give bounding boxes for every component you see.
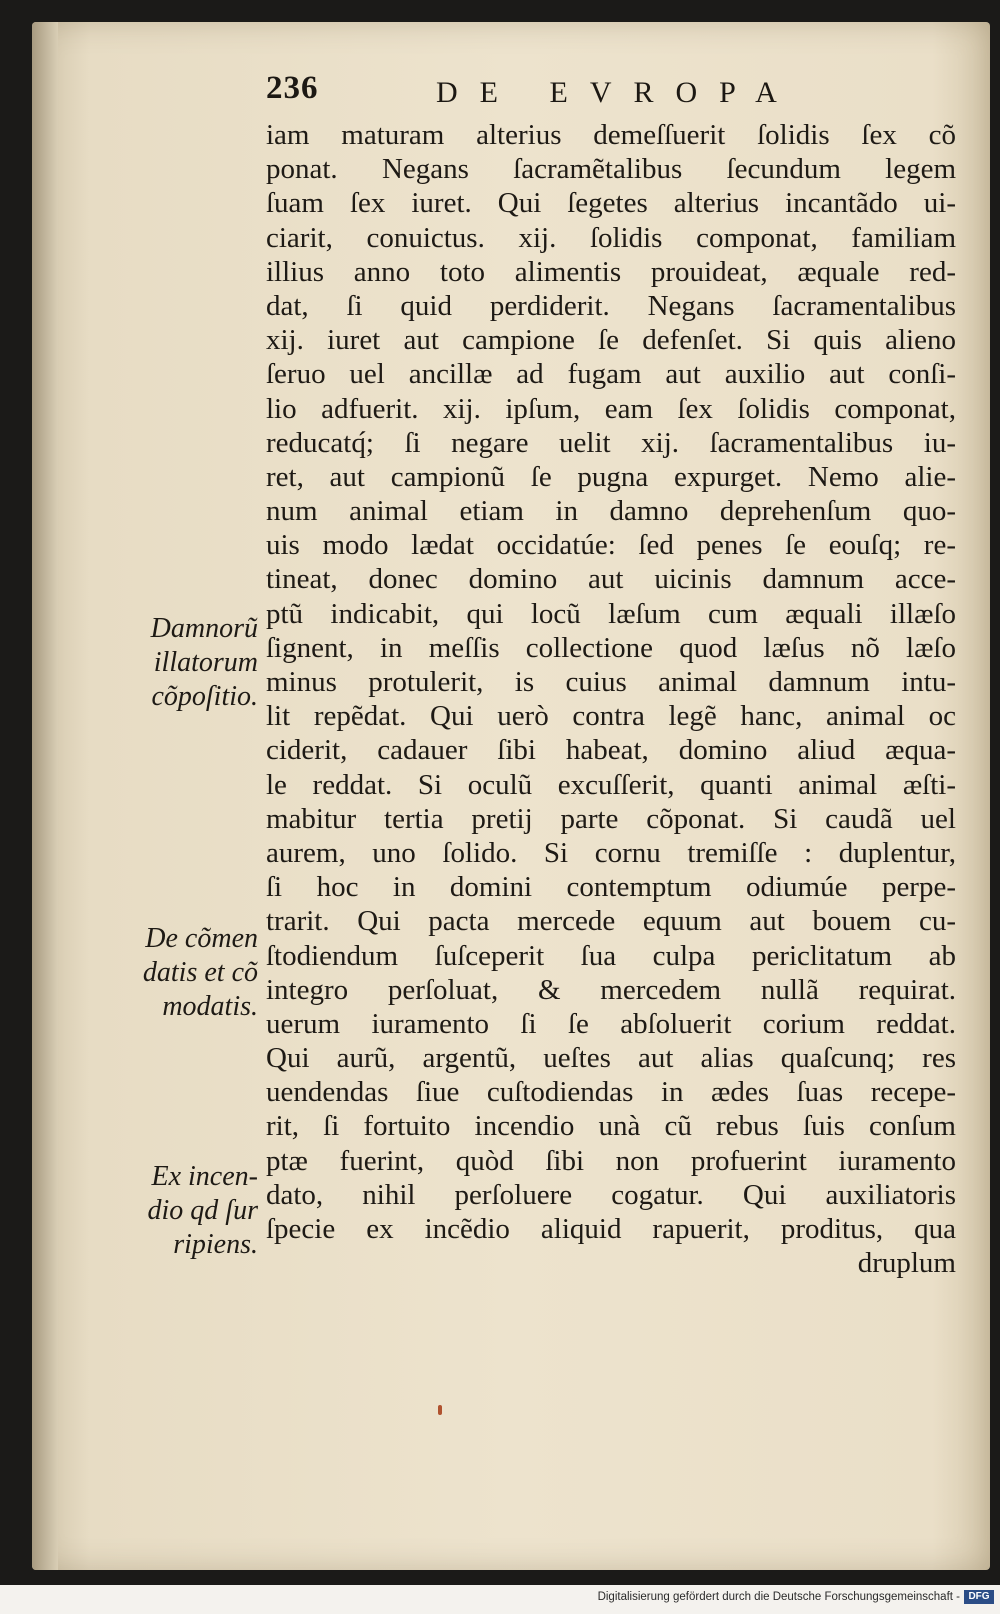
text-line: minus protulerit, is cuius animal damnum intu- [266, 666, 956, 698]
page-number: 236 [266, 70, 319, 106]
catchword: druplum [857, 1247, 956, 1280]
marginal-note-fire-theft [18, 1160, 258, 1262]
text-line: uerum iuramento ſi ſe abſoluerit corium reddat. [266, 1007, 956, 1040]
text-line: ſi hoc in domini contemptum odiumúe perpe- [266, 871, 956, 904]
marginal-note-line: datis et cõ [142, 957, 258, 988]
text-line: ptũ indicabit, qui locũ læſum cum æquali illæſo [266, 597, 956, 630]
text-line: dat, ſi quid perdiderit. Negans ſacramentalibus [266, 289, 956, 322]
text-line: lio adfuerit. xij. ipſum, eam ſex ſolidis componat, [266, 392, 956, 425]
page-header [266, 70, 826, 118]
text-line: rit, ſi fortuito incendio unà cũ rebus ſuis conſum [266, 1110, 956, 1143]
paper-stain [438, 1405, 442, 1415]
dfg-logo: DFG [964, 1590, 994, 1604]
text-line: tineat, donec domino aut uicinis damnum acce- [266, 563, 956, 596]
digitization-credit: Digitalisierung gefördert durch die Deutsche Forschungsgemeinschaft - [597, 1591, 960, 1603]
text-line: ciarit, conuictus. xij. ſolidis componat, familiam [266, 221, 956, 254]
text-line: ſtodiendum ſuſceperit ſua culpa periclitatum ab [266, 939, 956, 972]
text-line: uis modo lædat occidatúe: ſed penes ſe eouſq; re- [266, 529, 956, 562]
text-line: iam maturam alterius demeſſuerit ſolidis ſex cõ [266, 119, 956, 151]
text-line: num animal etiam in damno deprehenſum quo- [266, 495, 956, 528]
marginal-note-line: Ex incen- [151, 1161, 258, 1192]
text-line: ptæ fuerint, quòd ſibi non profuerint iuramento [266, 1144, 956, 1177]
marginal-note-line: ripiens. [173, 1229, 258, 1260]
text-line: uendendas ſiue cuſtodiendas in ædes ſuas recepe- [266, 1076, 956, 1109]
running-title: DE EVROPA [436, 76, 799, 109]
text-line: aurem, uno ſolido. Si cornu tremiſſe : duplentur, [266, 836, 956, 869]
marginal-note-deposits [18, 922, 258, 1024]
text-line: ſuam ſex iuret. Qui ſegetes alterius incantãdo ui- [266, 187, 956, 220]
marginal-note-line: modatis. [162, 991, 258, 1022]
marginal-note-line: dio qd ſur [147, 1195, 258, 1226]
text-line: ſpecie ex incẽdio aliquid rapuerit, proditus, qua [266, 1213, 956, 1245]
text-line: le reddat. Si oculũ excuſſerit, quanti animal æſti- [266, 768, 956, 801]
marginal-note-line: De cõmen [145, 923, 258, 954]
text-line: illius anno toto alimentis prouideat, æquale red- [266, 255, 956, 288]
marginal-note-damage-compensation [18, 612, 258, 714]
text-line: ciderit, cadauer ſibi habeat, domino aliud æqua- [266, 734, 956, 767]
text-line: integro perſoluat, & mercedem nullã requirat. [266, 973, 956, 1006]
body-text [266, 118, 956, 1280]
text-line: lit repẽdat. Qui uerò contra legẽ hanc, animal oc [266, 700, 956, 733]
text-line: trarit. Qui pacta mercede equum aut bouem cu- [266, 905, 956, 938]
text-line: reducatq́; ſi negare uelit xij. ſacramentalibus iu- [266, 426, 956, 459]
text-line: ſignent, in meſſis collectione quod læſus nõ læſo [266, 631, 956, 664]
text-line: xij. iuret aut campione ſe defenſet. Si quis alieno [266, 324, 956, 357]
marginal-note-line: cõpoſitio. [151, 681, 258, 712]
text-line: ponat. Negans ſacramẽtalibus ſecundum legem [266, 153, 956, 186]
text-line: Qui aurũ, argentũ, ueſtes aut alias quaſcunq; res [266, 1042, 956, 1075]
text-line: mabitur tertia pretij parte cõponat. Si caudã uel [266, 802, 956, 835]
page-gutter [32, 22, 58, 1570]
text-line: dato, nihil perſoluere cogatur. Qui auxiliatoris [266, 1178, 956, 1211]
text-line: ret, aut campionũ ſe pugna expurget. Nemo alie- [266, 460, 956, 493]
text-line: ſeruo uel ancillæ ad fugam aut auxilio aut conſi- [266, 358, 956, 391]
marginal-note-line: Damnorũ [150, 613, 258, 644]
footer-bar [0, 1585, 1000, 1614]
marginal-note-line: illatorum [153, 647, 258, 678]
